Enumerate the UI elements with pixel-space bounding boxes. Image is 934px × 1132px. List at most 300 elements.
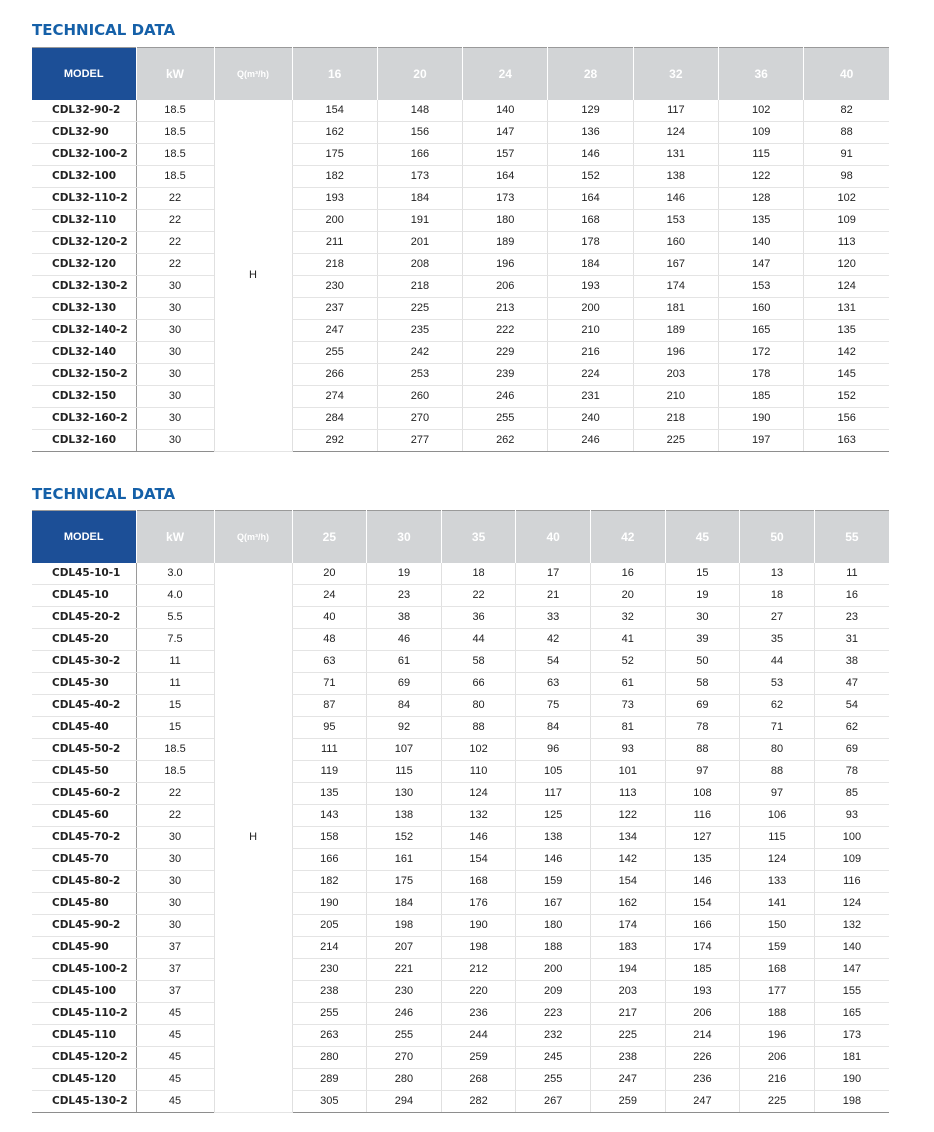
head-value-cell: 193 xyxy=(665,980,740,1002)
head-value-cell: 91 xyxy=(804,143,889,165)
table-row xyxy=(32,1024,889,1046)
model-cell: CDL45-120 xyxy=(32,1068,136,1090)
head-value-cell: 255 xyxy=(292,341,377,363)
model-cell: CDL32-160 xyxy=(32,429,136,451)
head-value-cell: 260 xyxy=(377,385,462,407)
head-value-cell: 109 xyxy=(718,121,803,143)
kw-cell: 30 xyxy=(136,363,214,385)
head-value-cell: 82 xyxy=(804,100,889,122)
head-value-cell: 71 xyxy=(292,672,367,694)
head-value-cell: 130 xyxy=(367,782,442,804)
head-value-cell: 236 xyxy=(665,1068,740,1090)
table-row xyxy=(32,1090,889,1112)
head-value-cell: 212 xyxy=(441,958,516,980)
head-value-cell: 216 xyxy=(740,1068,815,1090)
head-value-cell: 270 xyxy=(377,407,462,429)
head-value-cell: 147 xyxy=(718,253,803,275)
head-value-cell: 11 xyxy=(814,563,889,585)
kw-cell: 30 xyxy=(136,297,214,319)
head-value-cell: 54 xyxy=(516,650,591,672)
header-model: MODEL xyxy=(32,48,136,100)
head-value-cell: 152 xyxy=(804,385,889,407)
model-cell: CDL45-10-1 xyxy=(32,563,136,585)
head-value-cell: 155 xyxy=(814,980,889,1002)
head-value-cell: 200 xyxy=(548,297,633,319)
head-value-cell: 230 xyxy=(292,958,367,980)
head-value-cell: 46 xyxy=(367,628,442,650)
head-value-cell: 80 xyxy=(441,694,516,716)
head-value-cell: 124 xyxy=(814,892,889,914)
head-value-cell: 164 xyxy=(548,187,633,209)
head-value-cell: 116 xyxy=(665,804,740,826)
head-value-cell: 182 xyxy=(292,165,377,187)
header-flow-value: 50 xyxy=(740,511,815,563)
head-value-cell: 36 xyxy=(441,606,516,628)
header-flow-value: 32 xyxy=(633,48,718,100)
head-value-cell: 115 xyxy=(718,143,803,165)
head-value-cell: 146 xyxy=(516,848,591,870)
table-row xyxy=(32,231,889,253)
head-value-cell: 226 xyxy=(665,1046,740,1068)
head-value-cell: 174 xyxy=(633,275,718,297)
head-value-cell: 180 xyxy=(516,914,591,936)
section-title: TECHNICAL DATA xyxy=(32,21,176,39)
head-value-cell: 220 xyxy=(441,980,516,1002)
head-value-cell: 110 xyxy=(441,760,516,782)
head-value-cell: 280 xyxy=(292,1046,367,1068)
table-row xyxy=(32,1068,889,1090)
head-value-cell: 88 xyxy=(740,760,815,782)
head-value-cell: 18 xyxy=(740,584,815,606)
head-value-cell: 191 xyxy=(377,209,462,231)
table-row xyxy=(32,121,889,143)
head-value-cell: 131 xyxy=(633,143,718,165)
head-value-cell: 30 xyxy=(665,606,740,628)
head-value-cell: 176 xyxy=(441,892,516,914)
head-value-cell: 255 xyxy=(463,407,548,429)
head-value-cell: 44 xyxy=(441,628,516,650)
head-value-cell: 152 xyxy=(367,826,442,848)
table-row xyxy=(32,319,889,341)
head-value-cell: 255 xyxy=(367,1024,442,1046)
head-value-cell: 173 xyxy=(463,187,548,209)
head-value-cell: 61 xyxy=(367,650,442,672)
head-value-cell: 106 xyxy=(740,804,815,826)
head-value-cell: 238 xyxy=(590,1046,665,1068)
table-row xyxy=(32,694,889,716)
kw-cell: 11 xyxy=(136,650,214,672)
head-value-cell: 167 xyxy=(516,892,591,914)
header-flow-value: 36 xyxy=(718,48,803,100)
head-value-cell: 19 xyxy=(665,584,740,606)
kw-cell: 30 xyxy=(136,319,214,341)
head-value-cell: 267 xyxy=(516,1090,591,1112)
kw-cell: 5.5 xyxy=(136,606,214,628)
kw-cell: 18.5 xyxy=(136,143,214,165)
head-value-cell: 166 xyxy=(665,914,740,936)
kw-cell: 37 xyxy=(136,958,214,980)
kw-cell: 22 xyxy=(136,187,214,209)
table-row xyxy=(32,100,889,122)
table-row xyxy=(32,209,889,231)
model-cell: CDL45-80-2 xyxy=(32,870,136,892)
head-value-cell: 180 xyxy=(463,209,548,231)
head-value-cell: 138 xyxy=(367,804,442,826)
table-row xyxy=(32,429,889,451)
head-value-cell: 13 xyxy=(740,563,815,585)
head-value-cell: 166 xyxy=(292,848,367,870)
head-value-cell: 206 xyxy=(463,275,548,297)
table-row xyxy=(32,407,889,429)
head-value-cell: 247 xyxy=(292,319,377,341)
head-value-cell: 140 xyxy=(718,231,803,253)
head-value-cell: 47 xyxy=(814,672,889,694)
model-cell: CDL45-30-2 xyxy=(32,650,136,672)
header-flow-value: 55 xyxy=(814,511,889,563)
head-value-cell: 109 xyxy=(814,848,889,870)
head-value-cell: 138 xyxy=(633,165,718,187)
table-row xyxy=(32,606,889,628)
head-value-cell: 62 xyxy=(740,694,815,716)
head-value-cell: 38 xyxy=(367,606,442,628)
head-value-cell: 116 xyxy=(814,870,889,892)
head-value-cell: 150 xyxy=(740,914,815,936)
head-value-cell: 184 xyxy=(367,892,442,914)
header-flow-value: 35 xyxy=(441,511,516,563)
model-cell: CDL45-50-2 xyxy=(32,738,136,760)
head-value-cell: 132 xyxy=(814,914,889,936)
head-value-cell: 129 xyxy=(548,100,633,122)
header-flow-value: 40 xyxy=(516,511,591,563)
head-value-cell: 196 xyxy=(463,253,548,275)
head-value-cell: 239 xyxy=(463,363,548,385)
head-value-cell: 143 xyxy=(292,804,367,826)
kw-cell: 37 xyxy=(136,980,214,1002)
head-value-cell: 128 xyxy=(718,187,803,209)
head-value-cell: 101 xyxy=(590,760,665,782)
head-value-cell: 203 xyxy=(590,980,665,1002)
head-value-cell: 24 xyxy=(292,584,367,606)
head-value-cell: 92 xyxy=(367,716,442,738)
table-row xyxy=(32,914,889,936)
head-value-cell: 263 xyxy=(292,1024,367,1046)
head-value-cell: 190 xyxy=(292,892,367,914)
head-value-cell: 206 xyxy=(665,1002,740,1024)
head-value-cell: 54 xyxy=(814,694,889,716)
head-value-cell: 218 xyxy=(377,275,462,297)
model-cell: CDL32-140-2 xyxy=(32,319,136,341)
kw-cell: 30 xyxy=(136,275,214,297)
model-cell: CDL32-120 xyxy=(32,253,136,275)
model-cell: CDL45-20 xyxy=(32,628,136,650)
head-value-cell: 18 xyxy=(441,563,516,585)
head-value-cell: 44 xyxy=(740,650,815,672)
head-value-cell: 277 xyxy=(377,429,462,451)
cdl45-data-table xyxy=(32,510,889,1113)
head-value-cell: 142 xyxy=(590,848,665,870)
head-value-cell: 39 xyxy=(665,628,740,650)
head-value-cell: 217 xyxy=(590,1002,665,1024)
head-value-cell: 193 xyxy=(292,187,377,209)
head-value-cell: 40 xyxy=(292,606,367,628)
head-value-cell: 84 xyxy=(516,716,591,738)
head-value-cell: 246 xyxy=(548,429,633,451)
model-cell: CDL45-130-2 xyxy=(32,1090,136,1112)
head-value-cell: 198 xyxy=(367,914,442,936)
head-value-cell: 175 xyxy=(292,143,377,165)
head-value-cell: 185 xyxy=(718,385,803,407)
head-value-cell: 209 xyxy=(516,980,591,1002)
head-value-cell: 189 xyxy=(633,319,718,341)
head-value-cell: 146 xyxy=(633,187,718,209)
header-flow-value: 42 xyxy=(590,511,665,563)
head-value-cell: 181 xyxy=(814,1046,889,1068)
model-cell: CDL32-160-2 xyxy=(32,407,136,429)
head-value-cell: 165 xyxy=(814,1002,889,1024)
model-cell: CDL45-90 xyxy=(32,936,136,958)
kw-cell: 30 xyxy=(136,848,214,870)
head-value-cell: 19 xyxy=(367,563,442,585)
model-cell: CDL32-100-2 xyxy=(32,143,136,165)
kw-cell: 30 xyxy=(136,870,214,892)
head-value-cell: 198 xyxy=(441,936,516,958)
table-row xyxy=(32,563,889,585)
kw-cell: 30 xyxy=(136,914,214,936)
header-model: MODEL xyxy=(32,511,136,563)
head-value-cell: 140 xyxy=(814,936,889,958)
table-row xyxy=(32,936,889,958)
head-value-cell: 153 xyxy=(718,275,803,297)
head-value-cell: 80 xyxy=(740,738,815,760)
head-value-cell: 282 xyxy=(441,1090,516,1112)
head-value-cell: 124 xyxy=(804,275,889,297)
head-value-cell: 31 xyxy=(814,628,889,650)
head-value-cell: 289 xyxy=(292,1068,367,1090)
head-value-cell: 154 xyxy=(292,100,377,122)
head-value-cell: 78 xyxy=(665,716,740,738)
head-value-cell: 124 xyxy=(441,782,516,804)
head-value-cell: 196 xyxy=(740,1024,815,1046)
head-value-cell: 213 xyxy=(463,297,548,319)
head-value-cell: 152 xyxy=(548,165,633,187)
head-value-cell: 119 xyxy=(292,760,367,782)
head-value-cell: 178 xyxy=(548,231,633,253)
table-row xyxy=(32,253,889,275)
head-value-cell: 63 xyxy=(516,672,591,694)
model-cell: CDL32-100 xyxy=(32,165,136,187)
head-value-cell: 229 xyxy=(463,341,548,363)
technical-data-section-cdl32 xyxy=(32,20,889,452)
head-value-cell: 78 xyxy=(814,760,889,782)
head-value-cell: 117 xyxy=(633,100,718,122)
model-cell: CDL45-110-2 xyxy=(32,1002,136,1024)
model-cell: CDL45-90-2 xyxy=(32,914,136,936)
model-cell: CDL45-60 xyxy=(32,804,136,826)
cdl32-data-table xyxy=(32,47,889,452)
kw-cell: 22 xyxy=(136,253,214,275)
head-value-cell: 102 xyxy=(441,738,516,760)
model-cell: CDL45-80 xyxy=(32,892,136,914)
head-value-cell: 69 xyxy=(367,672,442,694)
head-value-cell: 140 xyxy=(463,100,548,122)
head-value-cell: 158 xyxy=(292,826,367,848)
head-value-cell: 284 xyxy=(292,407,377,429)
head-value-cell: 71 xyxy=(740,716,815,738)
head-value-cell: 188 xyxy=(516,936,591,958)
head-value-cell: 225 xyxy=(590,1024,665,1046)
head-value-cell: 135 xyxy=(804,319,889,341)
table-row xyxy=(32,672,889,694)
header-flow-unit: Q(m³/h) xyxy=(214,511,292,563)
head-value-cell: 201 xyxy=(377,231,462,253)
kw-cell: 18.5 xyxy=(136,165,214,187)
model-cell: CDL45-120-2 xyxy=(32,1046,136,1068)
head-value-cell: 177 xyxy=(740,980,815,1002)
head-value-cell: 154 xyxy=(665,892,740,914)
head-value-cell: 223 xyxy=(516,1002,591,1024)
head-value-cell: 120 xyxy=(804,253,889,275)
head-value-cell: 266 xyxy=(292,363,377,385)
head-value-cell: 133 xyxy=(740,870,815,892)
head-value-cell: 97 xyxy=(665,760,740,782)
head-value-cell: 21 xyxy=(516,584,591,606)
table-row xyxy=(32,738,889,760)
header-flow-value: 30 xyxy=(367,511,442,563)
head-value-cell: 280 xyxy=(367,1068,442,1090)
table-row xyxy=(32,385,889,407)
table-row xyxy=(32,716,889,738)
model-cell: CDL45-100 xyxy=(32,980,136,1002)
head-value-cell: 247 xyxy=(665,1090,740,1112)
head-value-cell: 20 xyxy=(292,563,367,585)
table-row xyxy=(32,363,889,385)
head-value-cell: 135 xyxy=(665,848,740,870)
head-value-cell: 164 xyxy=(463,165,548,187)
head-value-cell: 58 xyxy=(441,650,516,672)
head-value-cell: 157 xyxy=(463,143,548,165)
head-value-cell: 63 xyxy=(292,650,367,672)
kw-cell: 15 xyxy=(136,694,214,716)
header-kw: kW xyxy=(136,511,214,563)
model-cell: CDL45-70 xyxy=(32,848,136,870)
model-cell: CDL32-140 xyxy=(32,341,136,363)
head-value-cell: 190 xyxy=(814,1068,889,1090)
head-value-cell: 188 xyxy=(740,1002,815,1024)
head-value-cell: 160 xyxy=(633,231,718,253)
table-row xyxy=(32,1002,889,1024)
head-value-cell: 224 xyxy=(548,363,633,385)
head-value-cell: 184 xyxy=(377,187,462,209)
head-value-cell: 105 xyxy=(516,760,591,782)
model-cell: CDL32-130-2 xyxy=(32,275,136,297)
head-value-cell: 117 xyxy=(516,782,591,804)
head-value-cell: 32 xyxy=(590,606,665,628)
head-value-cell: 102 xyxy=(804,187,889,209)
head-value-cell: 122 xyxy=(718,165,803,187)
head-value-cell: 244 xyxy=(441,1024,516,1046)
kw-cell: 3.0 xyxy=(136,563,214,585)
table-header-row xyxy=(32,48,889,100)
head-value-cell: 238 xyxy=(292,980,367,1002)
head-value-cell: 184 xyxy=(548,253,633,275)
head-value-cell: 145 xyxy=(804,363,889,385)
head-value-cell: 245 xyxy=(516,1046,591,1068)
head-value-cell: 23 xyxy=(367,584,442,606)
model-cell: CDL32-130 xyxy=(32,297,136,319)
head-value-cell: 115 xyxy=(740,826,815,848)
head-value-cell: 66 xyxy=(441,672,516,694)
head-value-cell: 190 xyxy=(441,914,516,936)
head-value-cell: 274 xyxy=(292,385,377,407)
head-value-cell: 240 xyxy=(548,407,633,429)
head-value-cell: 235 xyxy=(377,319,462,341)
head-value-cell: 200 xyxy=(292,209,377,231)
header-flow-value: 25 xyxy=(292,511,367,563)
head-value-cell: 125 xyxy=(516,804,591,826)
table-row xyxy=(32,958,889,980)
head-value-cell: 69 xyxy=(814,738,889,760)
head-value-cell: 109 xyxy=(804,209,889,231)
header-flow-value: 40 xyxy=(804,48,889,100)
head-value-cell: 135 xyxy=(292,782,367,804)
table-row xyxy=(32,584,889,606)
head-value-cell: 216 xyxy=(548,341,633,363)
section-title: TECHNICAL DATA xyxy=(32,485,176,503)
head-value-cell: 146 xyxy=(441,826,516,848)
model-cell: CDL45-110 xyxy=(32,1024,136,1046)
kw-cell: 7.5 xyxy=(136,628,214,650)
head-value-cell: 15 xyxy=(665,563,740,585)
head-value-cell: 135 xyxy=(718,209,803,231)
head-value-cell: 159 xyxy=(516,870,591,892)
head-value-cell: 142 xyxy=(804,341,889,363)
model-cell: CDL32-110 xyxy=(32,209,136,231)
head-value-cell: 136 xyxy=(548,121,633,143)
header-flow-unit: Q(m³/h) xyxy=(214,48,292,100)
head-value-cell: 156 xyxy=(377,121,462,143)
head-value-cell: 148 xyxy=(377,100,462,122)
table-row xyxy=(32,848,889,870)
head-value-cell: 167 xyxy=(633,253,718,275)
head-value-cell: 208 xyxy=(377,253,462,275)
table-row xyxy=(32,650,889,672)
head-value-cell: 147 xyxy=(814,958,889,980)
head-value-cell: 88 xyxy=(665,738,740,760)
head-value-cell: 97 xyxy=(740,782,815,804)
head-value-cell: 242 xyxy=(377,341,462,363)
head-value-cell: 162 xyxy=(292,121,377,143)
head-value-cell: 124 xyxy=(633,121,718,143)
head-value-cell: 62 xyxy=(814,716,889,738)
technical-data-section-cdl45 xyxy=(32,484,889,1113)
head-value-cell: 69 xyxy=(665,694,740,716)
kw-cell: 37 xyxy=(136,936,214,958)
kw-cell: 45 xyxy=(136,1090,214,1112)
table-row xyxy=(32,275,889,297)
head-label-cell: H xyxy=(214,563,292,1113)
kw-cell: 30 xyxy=(136,385,214,407)
head-value-cell: 193 xyxy=(548,275,633,297)
head-value-cell: 153 xyxy=(633,209,718,231)
head-value-cell: 268 xyxy=(441,1068,516,1090)
head-value-cell: 147 xyxy=(463,121,548,143)
head-value-cell: 73 xyxy=(590,694,665,716)
head-value-cell: 166 xyxy=(377,143,462,165)
head-value-cell: 196 xyxy=(633,341,718,363)
table-row xyxy=(32,1046,889,1068)
model-cell: CDL32-150 xyxy=(32,385,136,407)
head-value-cell: 181 xyxy=(633,297,718,319)
